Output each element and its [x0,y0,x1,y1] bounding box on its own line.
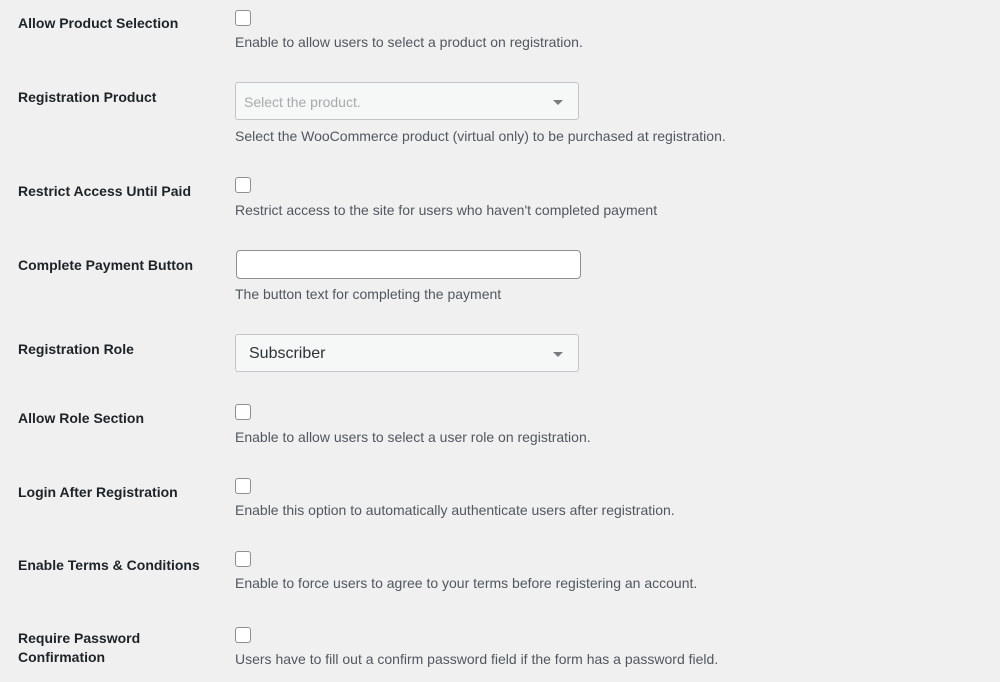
registration-product-select[interactable] [235,82,579,120]
login-after-registration-description: Enable this option to automatically authenticate users after registration. [235,502,675,518]
allow-product-selection-checkbox[interactable] [235,10,251,26]
terms-conditions-checkbox[interactable] [235,551,251,567]
chevron-down-icon [553,100,563,105]
registration-product-label: Registration Product [18,89,157,105]
allow-role-section-label: Allow Role Section [18,410,145,426]
registration-product-description: Select the WooCommerce product (virtual only) to be purchased at registration. [235,128,726,144]
require-password-confirmation-label-line1: Require Password [18,630,141,646]
complete-payment-button-input[interactable] [236,250,581,279]
restrict-access-description: Restrict access to the site for users who haven't completed payment [235,202,658,218]
chevron-down-icon [553,352,563,357]
require-password-confirmation-description: Users have to fill out a confirm password field if the form has a password field. [235,651,719,667]
registration-product-placeholder: Select the product. [244,94,361,110]
require-password-confirmation-label [18,629,218,667]
registration-role-select[interactable] [235,334,579,372]
terms-conditions-label: Enable Terms & Conditions [18,557,200,573]
registration-role-value: Subscriber [249,345,326,362]
allow-role-section-description: Enable to allow users to select a user role on registration. [235,429,591,445]
allow-product-selection-description: Enable to allow users to select a product on registration. [235,34,583,50]
login-after-registration-label: Login After Registration [18,484,178,500]
terms-conditions-description: Enable to force users to agree to your terms before registering an account. [235,575,698,591]
complete-payment-button-label: Complete Payment Button [18,257,194,273]
complete-payment-button-description: The button text for completing the payment [235,286,502,302]
require-password-confirmation-label-line2: Confirmation [18,649,106,665]
allow-product-selection-label: Allow Product Selection [18,15,179,31]
restrict-access-label: Restrict Access Until Paid [18,183,191,199]
restrict-access-checkbox[interactable] [235,177,251,193]
login-after-registration-checkbox[interactable] [235,478,251,494]
require-password-confirmation-checkbox[interactable] [235,627,251,643]
registration-role-label: Registration Role [18,341,134,357]
allow-role-section-checkbox[interactable] [235,404,251,420]
